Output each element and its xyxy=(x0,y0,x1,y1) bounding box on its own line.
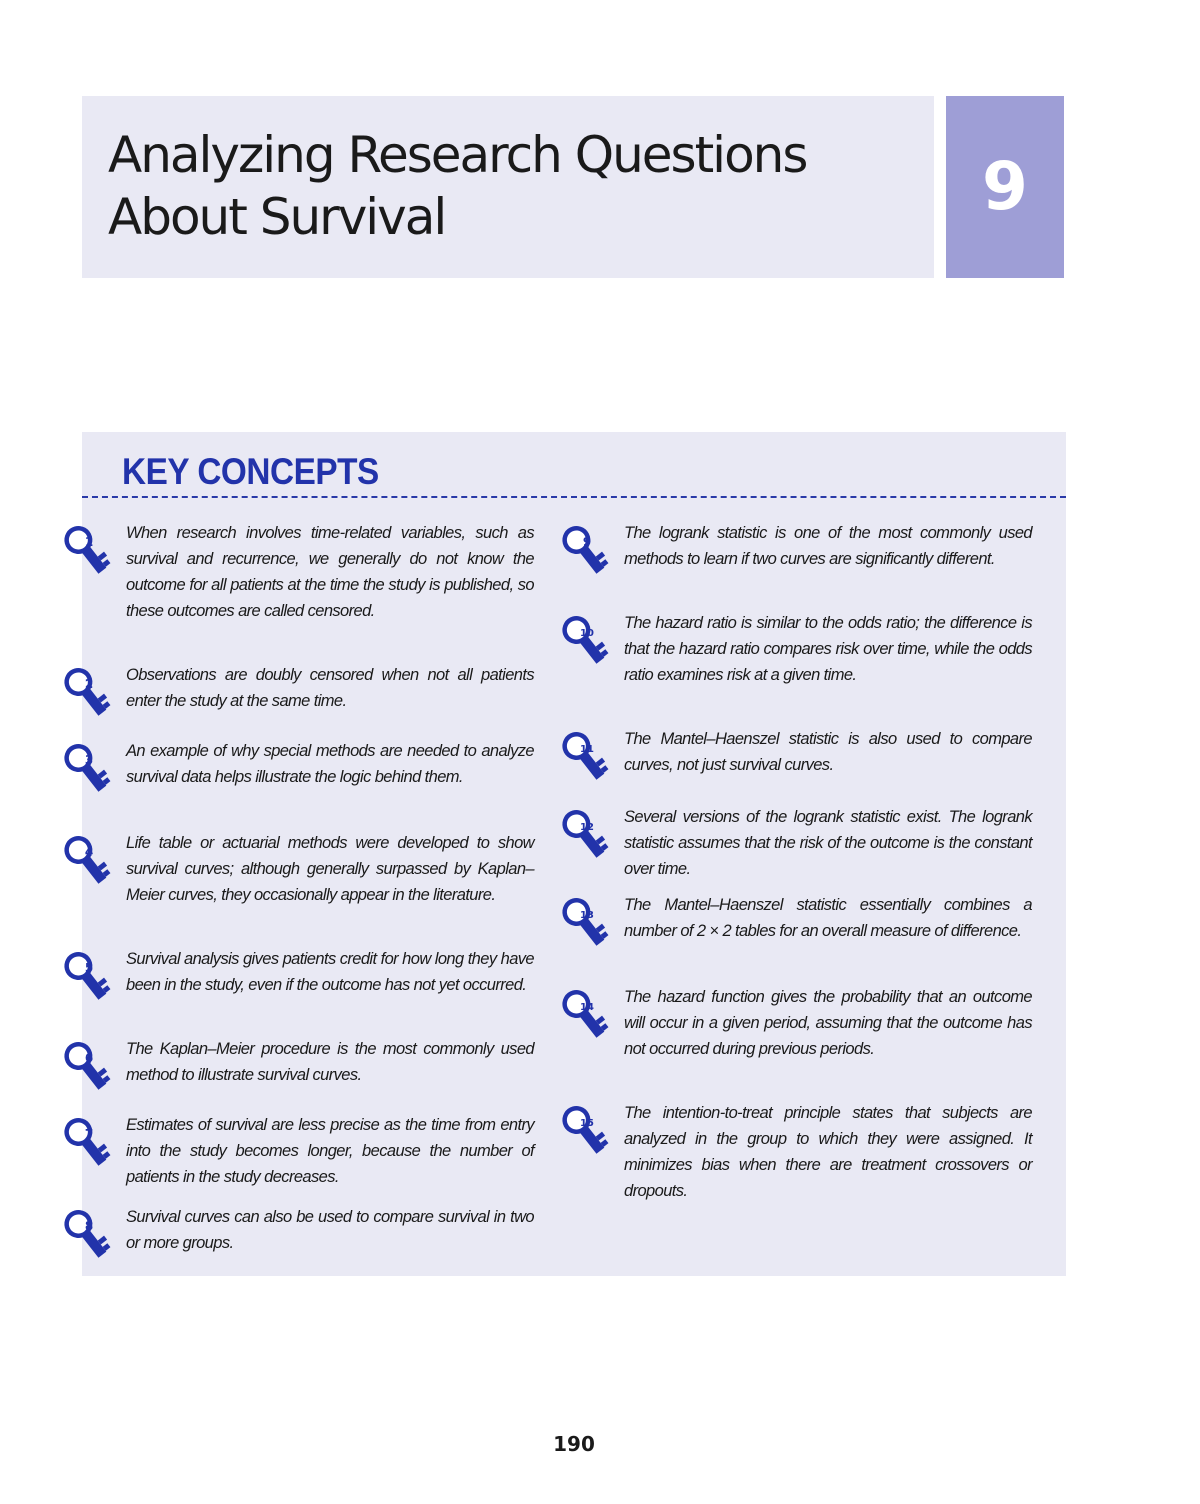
concept-number: 8 xyxy=(84,1219,94,1233)
concept-number: 10 xyxy=(580,628,594,639)
concept-number: 11 xyxy=(580,744,594,755)
key-icon xyxy=(556,892,614,954)
concept-number: 9 xyxy=(582,535,592,549)
concept-text: The Mantel–Haenszel statistic is also used to compare curves, not just survival curves. xyxy=(624,730,1032,774)
concept-text: The logrank statistic is one of the most commonly used methods to learn if two curves are significantly different. xyxy=(624,524,1032,568)
chapter-title xyxy=(108,124,806,248)
key-icon xyxy=(58,1112,116,1174)
concept-item-4 xyxy=(84,830,534,908)
concept-item-12 xyxy=(580,804,1032,882)
concept-item-15 xyxy=(580,1100,1032,1204)
key-icon xyxy=(58,662,116,724)
concept-number: 2 xyxy=(84,677,94,691)
concept-item-7 xyxy=(84,1112,534,1190)
concept-number: 14 xyxy=(580,1002,594,1013)
key-icon xyxy=(58,946,116,1008)
key-icon xyxy=(58,1204,116,1266)
concept-item-10 xyxy=(580,610,1032,688)
concept-item-3 xyxy=(84,738,534,790)
concept-number: 4 xyxy=(84,845,94,859)
key-concepts-panel xyxy=(82,432,1066,1276)
concept-item-11 xyxy=(580,726,1032,778)
key-icon-graphic xyxy=(556,1100,614,1162)
concept-number: 6 xyxy=(84,1051,94,1065)
concept-number: 13 xyxy=(580,910,594,921)
key-icon xyxy=(58,738,116,800)
chapter-title-line-2: About Survival xyxy=(108,188,446,246)
key-icon xyxy=(556,520,614,582)
key-concepts-heading: KEY CONCEPTS xyxy=(122,451,379,492)
concept-text: The Mantel–Haenszel statistic essentially combines a number of 2 × 2 tables for an overall measure of difference. xyxy=(624,896,1032,940)
chapter-title-line-1: Analyzing Research Questions xyxy=(108,126,807,184)
key-icon-graphic xyxy=(556,984,614,1046)
key-icon-graphic xyxy=(556,892,614,954)
key-icon-graphic xyxy=(58,830,116,892)
key-icon xyxy=(556,984,614,1046)
key-icon-graphic xyxy=(58,662,116,724)
key-icon-graphic xyxy=(58,520,116,582)
concept-item-5 xyxy=(84,946,534,998)
concept-number: 1 xyxy=(84,535,94,549)
concept-item-6 xyxy=(84,1036,534,1088)
key-icon xyxy=(58,830,116,892)
page-number: 190 xyxy=(553,1432,595,1456)
concept-item-1 xyxy=(84,520,534,624)
concept-item-2 xyxy=(84,662,534,714)
key-icon-graphic xyxy=(556,804,614,866)
key-icon-graphic xyxy=(58,738,116,800)
key-icon-graphic xyxy=(556,520,614,582)
concept-text: The hazard ratio is similar to the odds ratio; the difference is that the hazard ratio compares risk over time, while the odds ratio examines risk at a given time. xyxy=(624,614,1032,684)
chapter-number: 9 xyxy=(982,148,1028,225)
key-icon xyxy=(58,520,116,582)
key-icon-graphic xyxy=(58,1204,116,1266)
concept-number: 12 xyxy=(580,822,594,833)
concept-number: 15 xyxy=(580,1118,594,1129)
concept-number: 7 xyxy=(84,1127,94,1141)
key-icon-graphic xyxy=(58,946,116,1008)
concept-text: Observations are doubly censored when not all patients enter the study at the same time. xyxy=(126,666,534,710)
concept-item-14 xyxy=(580,984,1032,1062)
key-icon-graphic xyxy=(58,1112,116,1174)
key-icon xyxy=(58,1036,116,1098)
concept-text: Several versions of the logrank statistic exist. The logrank statistic assumes that the risk of the outcome is the constant over time. xyxy=(624,808,1032,878)
dashed-divider xyxy=(82,496,1066,498)
concept-text: The intention-to-treat principle states that subjects are analyzed in the group to which they were assigned. It minimizes bias when there are treatment crossovers or dropouts. xyxy=(624,1104,1032,1200)
concept-number: 5 xyxy=(84,961,94,975)
concept-text: Survival curves can also be used to compare survival in two or more groups. xyxy=(126,1208,534,1252)
key-icon-graphic xyxy=(58,1036,116,1098)
concept-item-9 xyxy=(582,520,1032,572)
concept-item-8 xyxy=(84,1204,534,1256)
concept-text: The hazard function gives the probability that an outcome will occur in a given period, assuming that the outcome has not occurred during previous periods. xyxy=(624,988,1032,1058)
key-icon xyxy=(556,610,614,672)
key-icon-graphic xyxy=(556,726,614,788)
key-icon xyxy=(556,1100,614,1162)
concept-item-13 xyxy=(580,892,1032,944)
chapter-header xyxy=(82,96,934,278)
concept-text: An example of why special methods are needed to analyze survival data helps illustrate the logic behind them. xyxy=(126,742,534,786)
concept-text: Survival analysis gives patients credit for how long they have been in the study, even if the outcome has not yet occurred. xyxy=(126,950,534,994)
concept-text: The Kaplan–Meier procedure is the most commonly used method to illustrate survival curves. xyxy=(126,1040,534,1084)
concept-number: 3 xyxy=(84,753,94,767)
concept-text: Life table or actuarial methods were developed to show survival curves; although generally surpassed by Kaplan–Meier curves, they occasionally appear in the literature. xyxy=(126,834,534,904)
chapter-number-box xyxy=(946,96,1064,278)
concept-text: When research involves time-related variables, such as survival and recurrence, we generally do not know the outcome for all patients at the time the study is published, so these outcomes are called censored. xyxy=(126,524,534,620)
key-icon xyxy=(556,804,614,866)
key-icon xyxy=(556,726,614,788)
key-icon-graphic xyxy=(556,610,614,672)
concept-text: Estimates of survival are less precise as the time from entry into the study becomes longer, because the number of patients in the study decreases. xyxy=(126,1116,534,1186)
